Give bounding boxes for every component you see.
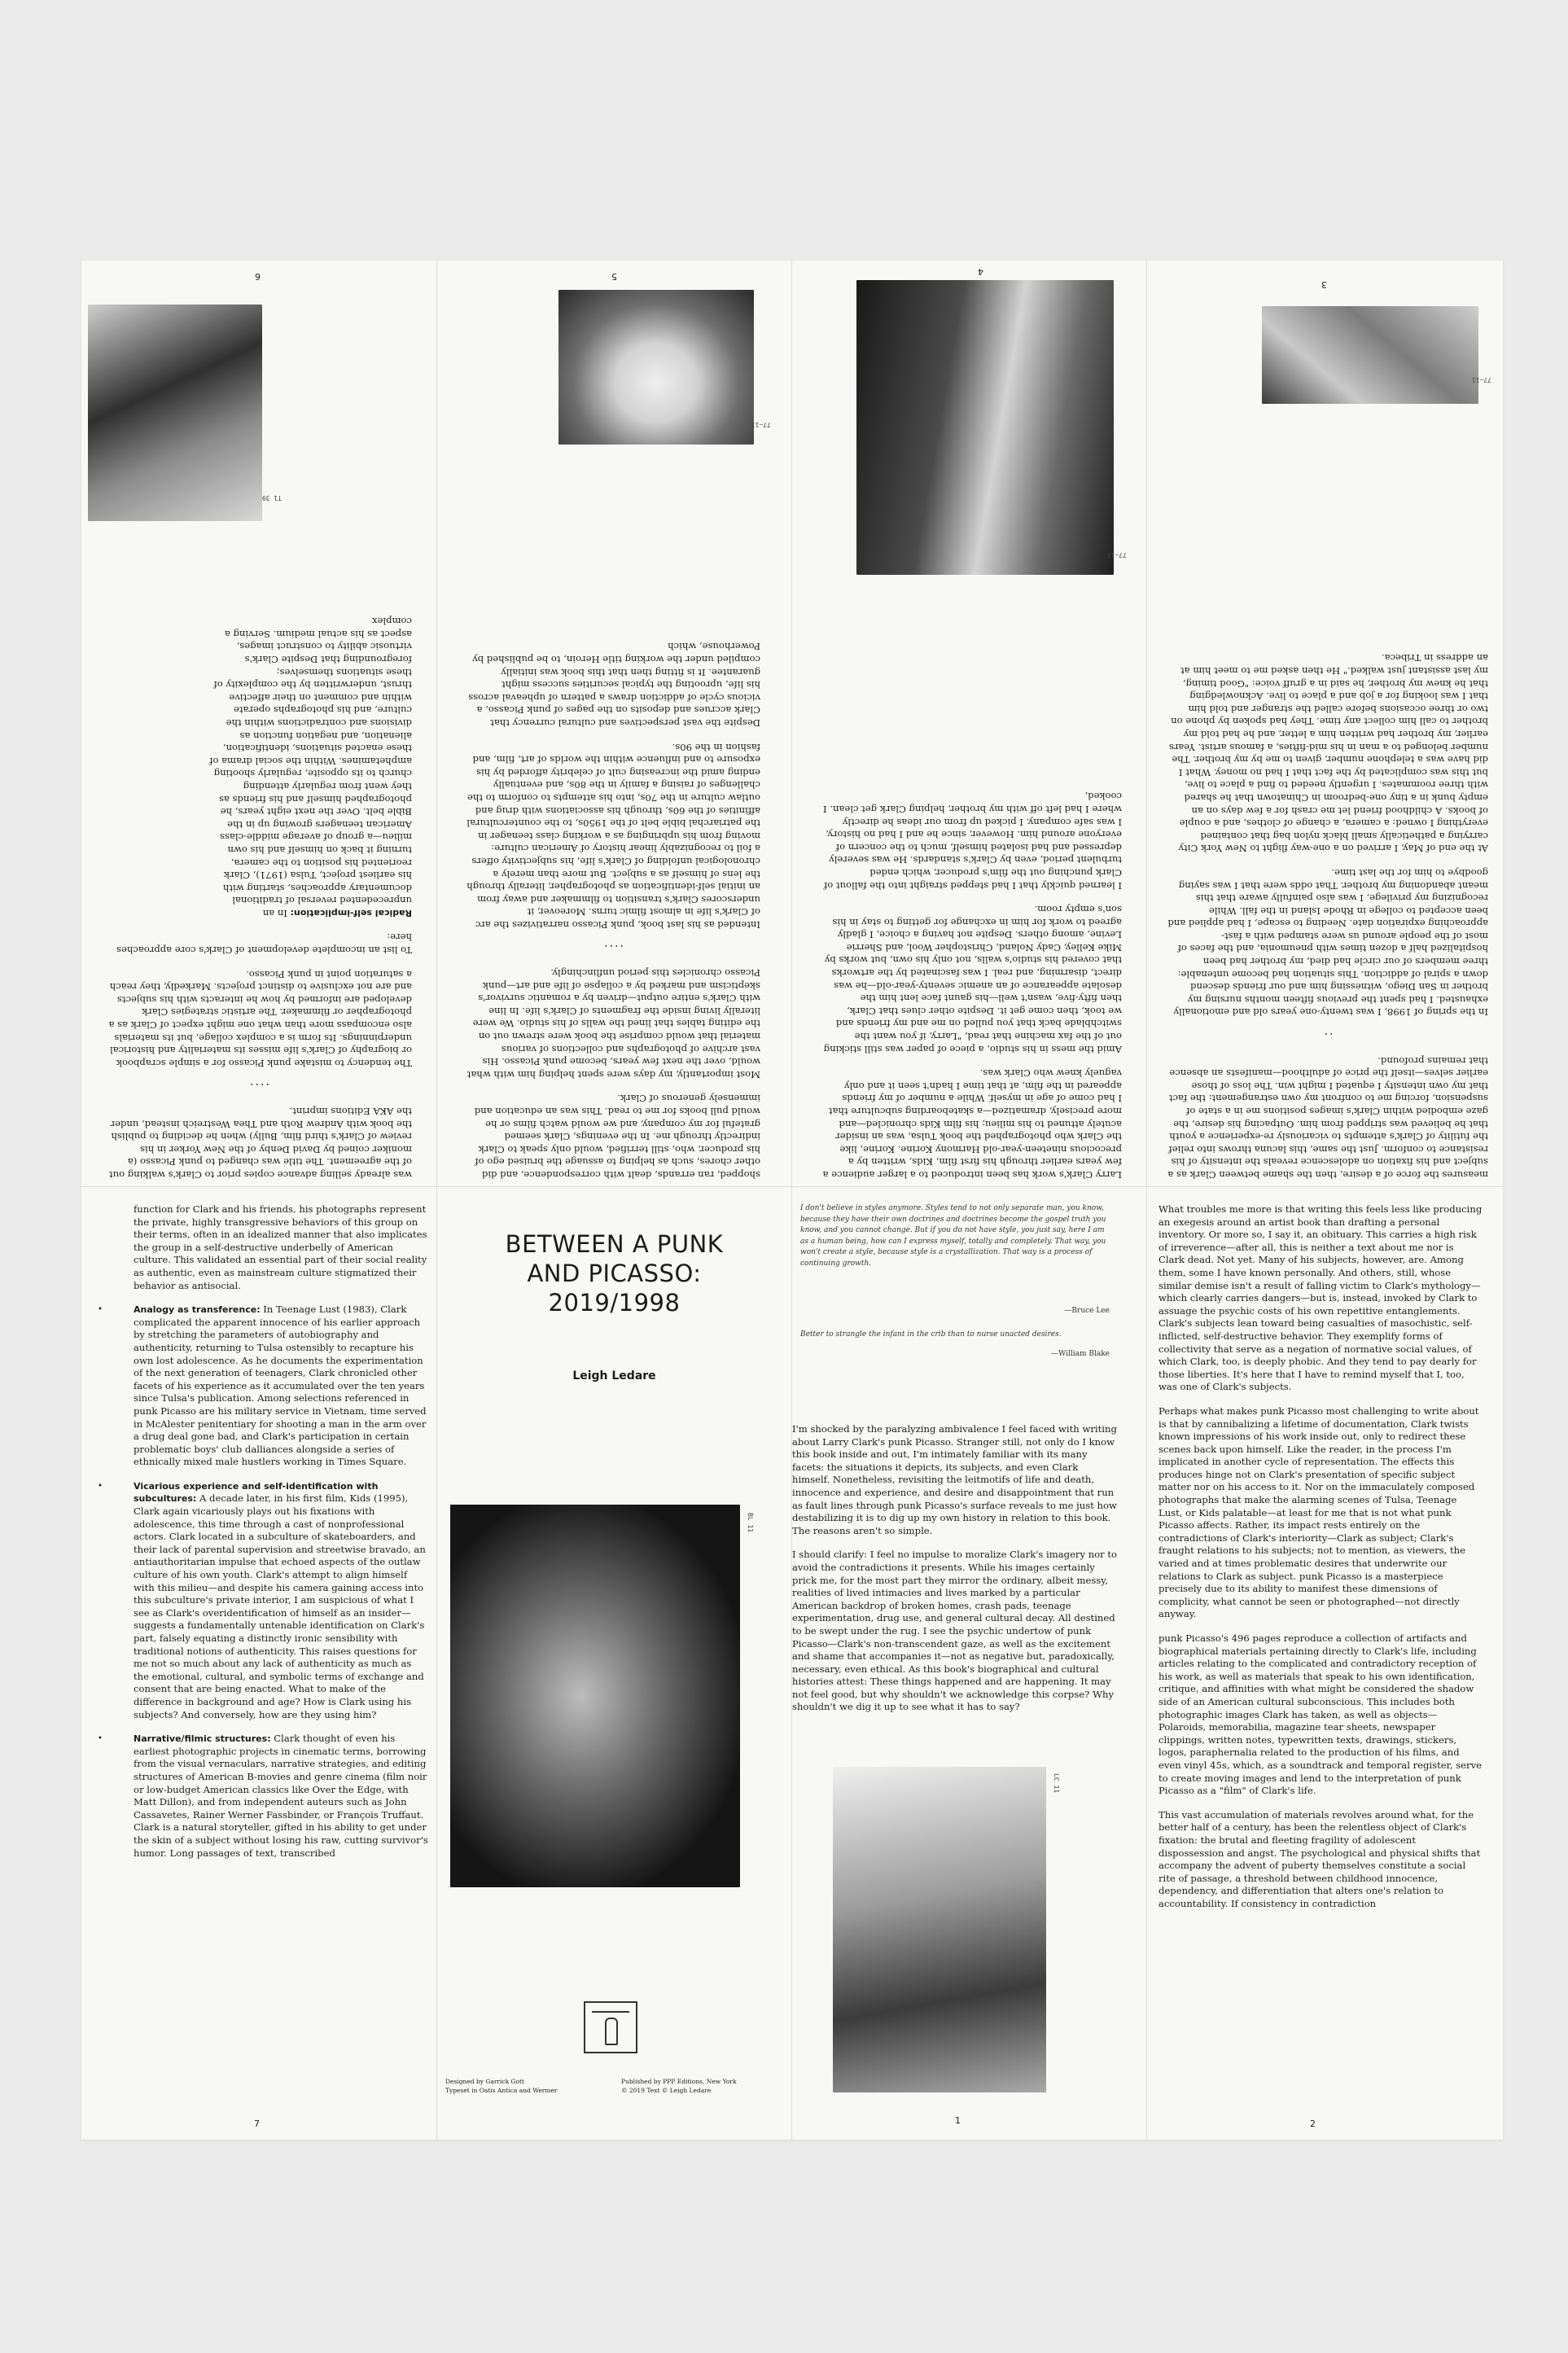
page-6-text bbox=[106, 603, 412, 1181]
page-number: 1 bbox=[955, 2115, 961, 2126]
page-5-text bbox=[466, 629, 760, 1181]
newspaper-sheet bbox=[81, 261, 1503, 2140]
author-name: Leigh Ledare bbox=[572, 1369, 656, 1382]
page-4 bbox=[792, 261, 1146, 1185]
cover-page bbox=[437, 1187, 791, 2140]
page-1 bbox=[792, 1187, 1146, 2140]
photo-page-3 bbox=[1262, 306, 1478, 404]
page-number: 5 bbox=[611, 271, 617, 282]
bullet-item: • Vicarious experience and self-identification with subcultures: A decade later, in his first film, Kids (1995), Clark again vicariously plays out his fixations with adolescence, this time through a cast of nonprofessional actors. Clark located in a subculture of skateboarders, and their lack of parental supervision and streetwise bravado, an antiauthoritarian impulse that echoed aspects of the outlaw culture of his own youth. Clark's attempt to align himself with this milieu—and despite his camera gaining access into this subculture's private interior, I am suspicious of what I see as Clark's overidentification of himself as an insider—suggests a fundamentally untenable identification on Clark's part, falsely equating a distinctly ironic sensibility with traditional notions of authenticity. This raises questions for me not so much about any lack of authenticity as much as the emotional, cultural, and symbolic terms of exchange and consent that are being enacted. What to make of the difference in background and age? How is Clark using his subjects? And conversely, how are they using him? bbox=[134, 1480, 428, 1721]
photo-caption: 77–11 bbox=[751, 421, 771, 428]
paragraph: Despite the vast perspectives and cultural currency that Clark accrues and deposits on the pages of punk Picasso, a vicious cycle of addiction draws a pattern of upheaval across his life, uprooting the typical securities success might guarantee. It is fitting then that this book was initially compiled under the working title Heroin, to be published by Powerhouse, which bbox=[468, 641, 760, 729]
paragraph: In the spring of 1998, I was twenty-one years old and emotionally exhausted. I had spent the previous fifteen months nursing my brother in San Diego, witnessing him and our friends descend down a spiral of addiction. This situation had become untenable: three members of our circle had died, my brother had been hospitalized half a dozen times with pneumonia, and the faces of most of the people around us were stamped with a fast-approaching expiration date. Needing to escape, I had applied and been accepted to college in Rhode Island in the fall. While recognizing my privilege, I was also painfully aware that this meant abandoning my brother. That odds were that I was saying goodbye to him for the last time. bbox=[1167, 866, 1488, 1019]
publisher-credits: Published by PPP Editions, New York © 2019 Text © Leigh Ledare bbox=[621, 2078, 737, 2094]
paragraph: Perhaps what makes punk Picasso most challenging to write about is that by cannibalizing a lifetime of documentation, Clark twists known impressions of his work inside out, only to redirect these scenes back upon himself. Like the reader, in the process I'm implicated in another cycle of representation. The effects this produces hinge not on Clark's presentation of specific subject matter nor on his access to it. Nor on the immaculately composed photographs that make the alarming scenes of Tulsa, Teenage Lust, or Kids palatable—at least for me that is not what punk Picasso affects. Rather, its impact rests entirely on the contradictions of Clark's interiority—Clark as subject; Clark's fraught relations to his subjects; not to mention, as viewers, the varied and at times problematic desires that underwrite our relations to Clark as subject. punk Picasso is a masterpiece precisely due to its ability to manifest these dimensions of complicity, what cannot be seen or photographed—not directly anyway. bbox=[1158, 1404, 1479, 1620]
paragraph: I should clarify: I feel no impulse to moralize Clark's imagery nor to avoid the contradictions it presents. While his images certainly prick me, for the most part they mirror the ordinary, albeit messy, realities of lived intimacies and lives marked by a particular American backdrop of broken homes, crash pads, teenage experimentation, drug use, and general cultural decay. All destined to be swept under the rug. I see the psychic undertow of punk Picasso—Clark's non-transcendent gaze, as well as the excitement and shame that accompanies it—not as negative but, paradoxically, necessary, even ethical. As this book's biographical and cultural histories attest: These things happened and are happening. It may not feel good, but why shouldn't we acknowledge this corpse? Why shouldn't we dig it up to see what it has to say? bbox=[792, 1549, 1118, 1713]
page-2 bbox=[1147, 1187, 1503, 2140]
paragraph: Larry Clark's work has been introduced to a larger audience a few years earlier through his first film, Kids, written by a precocious nineteen-year-old Harmony Korine. Korine, like the Clark who photographed the book Tulsa, was an insider acutely attuned to his milieu; his film Kids chronicled—and more precisely, dramatized—a skateboarding subculture that I had come of age in myself. While a number of my friends appeared in the film, at that time I hadn't seen it and only vaguely knew who Clark was. bbox=[822, 1067, 1122, 1181]
page-6 bbox=[81, 261, 436, 1185]
page-7-text bbox=[134, 1203, 428, 1871]
design-credits: Designed by Garrick Gott Typeset in Oatis Antica and Wermer bbox=[445, 2078, 558, 2094]
paragraph: Amid the mess in his studio, a piece of paper was still sticking out of the fax machine that read, "Larry, if you want the switchblade back that you pulled on me and my friends and we took, then come get it. Despite other clues that Clark, then fifty-five, wasn't well—his gaunt face lent him the desolate appearance of an anemic seventy-year-old—he was direct, disarming, and real. I was fascinated by the artworks that covered his studio's walls, not only his own, but works by Mike Kelley, Cady Noland, Christopher Wool, and Sherrie Levine, among others. Despite not having a choice, I gladly agreed to work for him in exchange for getting to stay in his son's empty room. bbox=[823, 904, 1122, 1055]
paragraph: function for Clark and his friends, his photographs represent the private, highly transgressive behaviors of this group on their terms, often in an idealized manner that also implicates the group in a self-destructive underbelly of American culture. This validated an essential part of their social reality as authentic, even as mainstream culture stigmatized their behavior as antisocial. bbox=[134, 1203, 427, 1291]
paragraph: I learned quickly that I had stepped straight into the fallout of Clark punching out the film's producer, which ended turbulent period, even by Clark's standards. He was severely depressed and had isolated himself, much to the concern of everyone around him. However, since he and I had no history, I was safe company. I picked up from our ideas he directly where I had left off with my brother, helping Clark get clean. I cooked, bbox=[823, 791, 1122, 892]
paragraph: Intended as his last book, punk Picasso narrativizes the arc of Clark's life in almost filmic turns. Moreover, it underscores Clark's transition to filmmaker and away from an initial self-identification as photographer, literally through the lens of himself as a subject. But more than merely a chronological unfolding of Clark's life, his subjectivity offers a foil to recognizably linear history of American culture: moving from his upbringing as a working class teenager in the patriarchal bible belt of the 1950s, to the countercultural affinities of the 60s, through his associations with drug and outlaw culture in the 70s, into his attempts to conform to the challenges of raising a family in the 80s, and eventually ending amid the increasing cult of celebrity afforded by his exposure to and influence within the worlds of art, film, and fashion in the 90s. bbox=[466, 741, 760, 931]
photo-caption: T1 39 bbox=[261, 494, 282, 502]
photo-page-4 bbox=[856, 280, 1114, 575]
paragraph: shopped, ran errands, dealt with correspondence, and did other chores, such as helping to assuage the bruised ego of his producer, who, still terrified, would only speak to Clark indirectly through me. In the evenings, Clark seemed grateful for my company, and we would watch films or he would pull books for me to read. This was an education and immensely generous of Clark. bbox=[474, 1093, 760, 1181]
paragraph: This vast accumulation of materials revolves around what, for the better half of a century, has been the relentless object of Clark's fixation: the brutal and fleeting fragility of adolescent dispossession and angst. The psychological and physical shifts that accompany the advent of puberty themselves constitute a social rite of passage, a threshold between childhood innocence, dependency, and differentiation that alters one's relation to accountability. If consistency in contradiction bbox=[1158, 1808, 1481, 1909]
photo-caption: 77–11 bbox=[1471, 376, 1491, 383]
paragraph: measures the force of a desire, then the shame between Clark as a subject and his fixation on adolescence reveals the intensity of his resistance to conform. Just the same, this lacuna throws into relief the futility of Clark's attempts to vicariously re-experience a youth that he believed was stripped from him. Outpacing his desire, the gaze embodied within Clark's images positions me in a state of suspension, forcing me to confront my own estrangement: the fact that my own intensity I equated I might win. The loss of those earlier selves—itself the price of adulthood—manifests an absence that remains profound. bbox=[1167, 1054, 1488, 1181]
paragraph: To list an incomplete development of Clark's core approaches here: bbox=[116, 931, 412, 957]
bullet-item: • Analogy as transference: In Teenage Lust (1983), Clark complicated the apparent innocence of his earlier approach by stretching the parameters of autobiography and authenticity, returning to Tulsa ostensibly to recapture his own lost adolescence. As he documents the experimentation of the next generation of teenagers, Clark chronicled other facets of his experience as it accumulated over the ten years since Tulsa's publication. Among selections referenced in punk Picasso are his military service in Vietnam, time served in McAlester penitentiary for shooting a man in the arm over a drug deal gone bad, and Clark's participation in certain problematic boys' club dalliances alongside a series of ethnically mixed male hustlers working in Times Square. bbox=[134, 1304, 428, 1469]
document-title: BETWEEN A PUNK AND PICASSO: 2019/1998 bbox=[505, 1230, 724, 1317]
page-4-text bbox=[822, 778, 1122, 1181]
section-divider: .... bbox=[248, 1080, 269, 1094]
page-3 bbox=[1147, 261, 1503, 1185]
page-number: 4 bbox=[978, 266, 983, 277]
publisher-logo bbox=[584, 2001, 637, 2053]
paragraph: Most importantly, my days were spent helping him with what would, over the next few years, become punk Picasso. His vast archive of photographs and collections of various material that would comprise the book were strewn out on the editing tables that lined the walls of his studio. We were literally living inside the fragments of Clark's life. In line with Clark's entire output—driven by a romantic survivor's skepticism and marked by a collapse of life and art—punk Picasso chronicles this period unflinchingly. bbox=[466, 967, 760, 1080]
paragraph: At the end of May, I arrived on a one-way flight to New York City carrying a pathetically small black nylon bag that contained everything I owned: a camera, a change of clothes, and a couple of books. A childhood friend let me crash for a few days on an empty bunk in a tiny one-bedroom in Chinatown that he shared with three roommates. I urgently needed to find a place to live, but this was complicated by the fact that I had no money. What I did have was a telephone number, given to me by my brother. The number belonged to a man in his mid-fifties, a famous artist. Years earlier, my brother had written him a letter, and he had told my brother to call him collect any time. They had spoken by phone on two or three occasions before called the stranger and told him that I was looking for a job and a place to live. Acknowledging that he knew my brother, he said in a gruff voice: "Good timing, my last assistant just walked." He then asked me to meet him at an address in Tribeca. bbox=[1168, 652, 1488, 855]
bullet-item: • Narrative/filmic structures: Clark thought of even his earliest photographic projects in cinematic terms, borrowing from the visual vernaculars, narrative strategies, and editing structures of American B-movies and genre cinema (film noir or low-budget American classics like Over the Edge, with Matt Dillon), and from independent auteurs such as John Cassavetes, Rainer Werner Fassbinder, or François Truffaut. Clark is a natural storyteller, gifted in his ability to get under the skin of a subject without losing his raw, cutting survivor's humor. Long passages of text, transcribed bbox=[134, 1733, 428, 1860]
photo-caption: LC 11 bbox=[1053, 1773, 1060, 1794]
page-number: 7 bbox=[254, 2119, 260, 2129]
paragraph: punk Picasso's 496 pages reproduce a collection of artifacts and biographical materials pertaining directly to Clark's life, including articles relating to the complicated and contradictory reception of his work, as well as materials that speak to his own identification, critique, and affinities with what might be considered the shadow side of an American cultural subconscious. This includes both photographic images Clark has taken, as well as objects—Polaroids, memorabilia, magazine tear sheets, newspaper clippings, written notes, typewritten texts, drawings, stickers, logos, paraphernalia related to the production of his films, and even vinyl 45s, which, as a soundtrack and temporal register, serve to create moving images and lend to the interpretation of punk Picasso as a "film" of Clark's life. bbox=[1158, 1632, 1482, 1797]
bullet-item: Radical self-implication: In an unprecedented reversal of traditional documentary approaches, starting with his earliest project, Tulsa (1971), Clark reoriented his position to the camera, turning it back on himself and his own milieu—a group of average middle-class American teenagers growing up in the Bible belt. Over the next eight years, he photographed himself and his friends as they went from regularly attending church to its opposite, regularly shooting amphetamines. Within the social drama of these enacted situations, identification, alienation, and negation function as divisions and contradictions within the culture, and his photographs operate within and comment on their affective thrust, underwritten by the complexity of these situations themselves; foregrounding that Despite Clark's virtuosic ability to construct images, aspect as his actual medium. Serving a complex bbox=[209, 616, 412, 919]
epigraph-quote: Better to strangle the infant in the crib than to nurse unacted desires. bbox=[800, 1330, 1062, 1339]
photo-page-1 bbox=[833, 1767, 1046, 2092]
page-1-text bbox=[792, 1423, 1118, 1725]
page-7 bbox=[81, 1187, 436, 2140]
paragraph: I'm shocked by the paralyzing ambivalence I feel faced with writing about Larry Clark's punk Picasso. Stranger still, not only do I know this book inside and out, I'm intimately familiar with its many facets: the situations it depicts, its subjects, and even Clark himself. Nonetheless, revisiting the leitmotifs of life and death, innocence and experience, and desire and disappointment that run as fault lines through punk Picasso's surface reveals to me just how destabilizing it is to dig up my own history in relation to this book. The reasons aren't so simple. bbox=[792, 1423, 1117, 1536]
epigraph-quote: I don't believe in styles anymore. Styles tend to not only separate man, you know, because they have their own doctrines and doctrines become the gospel truth you know, and you cannot change. But if you do not have style, you just say, here I am as a human being, how can I express myself, totally and completely. That way, you won't create a style, because style is a crystallization. That way is a process of continuing growth. bbox=[800, 1204, 1106, 1268]
section-divider: .... bbox=[602, 942, 624, 956]
photo-caption: 77–11 bbox=[1106, 551, 1127, 559]
epigraph-attribution: —Bruce Lee bbox=[1064, 1307, 1110, 1315]
page-number: 3 bbox=[1321, 279, 1327, 290]
paragraph: The tendency to mistake punk Picasso for a simple scrapbook or biography of Clark's life misses its materiality and historical underpinnings. Its form is a complex collage, but its materials also encompass more than what one might expect of Clark as a photographer or filmmaker. The artistic strategies Clark developed are informed by how he interacts with his subjects and are not exclusive to distinct projects. Markedly, they reach a saturation point in punk Picasso. bbox=[108, 968, 412, 1069]
photo-page-5 bbox=[558, 290, 754, 445]
page-3-text bbox=[1167, 640, 1488, 1181]
paragraph: was already selling advance copies prior to Clark's walking out of the agreement. The title was changed to punk Picasso (a moniker coined by David Denby of the New Yorker in his review of Clark's third film, Bully) when he deciding to publish the book with Andrew Roth and Thea Westreich instead, under the AKA Editions imprint. bbox=[108, 1106, 412, 1181]
page-number: 6 bbox=[255, 271, 261, 282]
page-5 bbox=[437, 261, 791, 1185]
page-2-text bbox=[1158, 1203, 1483, 1921]
section-divider: .. bbox=[1322, 1030, 1334, 1044]
page-number: 2 bbox=[1310, 2119, 1316, 2129]
epigraph-attribution: —William Blake bbox=[1050, 1350, 1110, 1358]
photo-page-6 bbox=[88, 305, 262, 521]
paragraph: What troubles me more is that writing this feels less like producing an exegesis around an artist book than drafting a personal inventory. Or more so, I say it, an obituary. This carries a high risk of irreverence—after all, this is neither a text about me nor is Clark dead. Not yet. Many of his subjects, however, are. Among them, some I have known personally. And others, still, whose similar demise isn't a result of falling victim to Clark's mythology—which clearly carries dangers—but is, instead, invoked by Clark to assuage the psychic costs of his own repetitive entanglements. Clark's subjects lean toward being casualties of masochistic, self-inflicted, self-destructive behavior. They exemplify forms of collectivity that serve as a negation of normative social values, of which Clark, too, is deeply phobic. And they tend to pay dearly for those liberties. It's here that I have to remind myself that I, too, was one of Clark's subjects. bbox=[1158, 1203, 1483, 1393]
cover-photo bbox=[450, 1505, 740, 1887]
photo-caption: BL 11 bbox=[747, 1513, 754, 1533]
